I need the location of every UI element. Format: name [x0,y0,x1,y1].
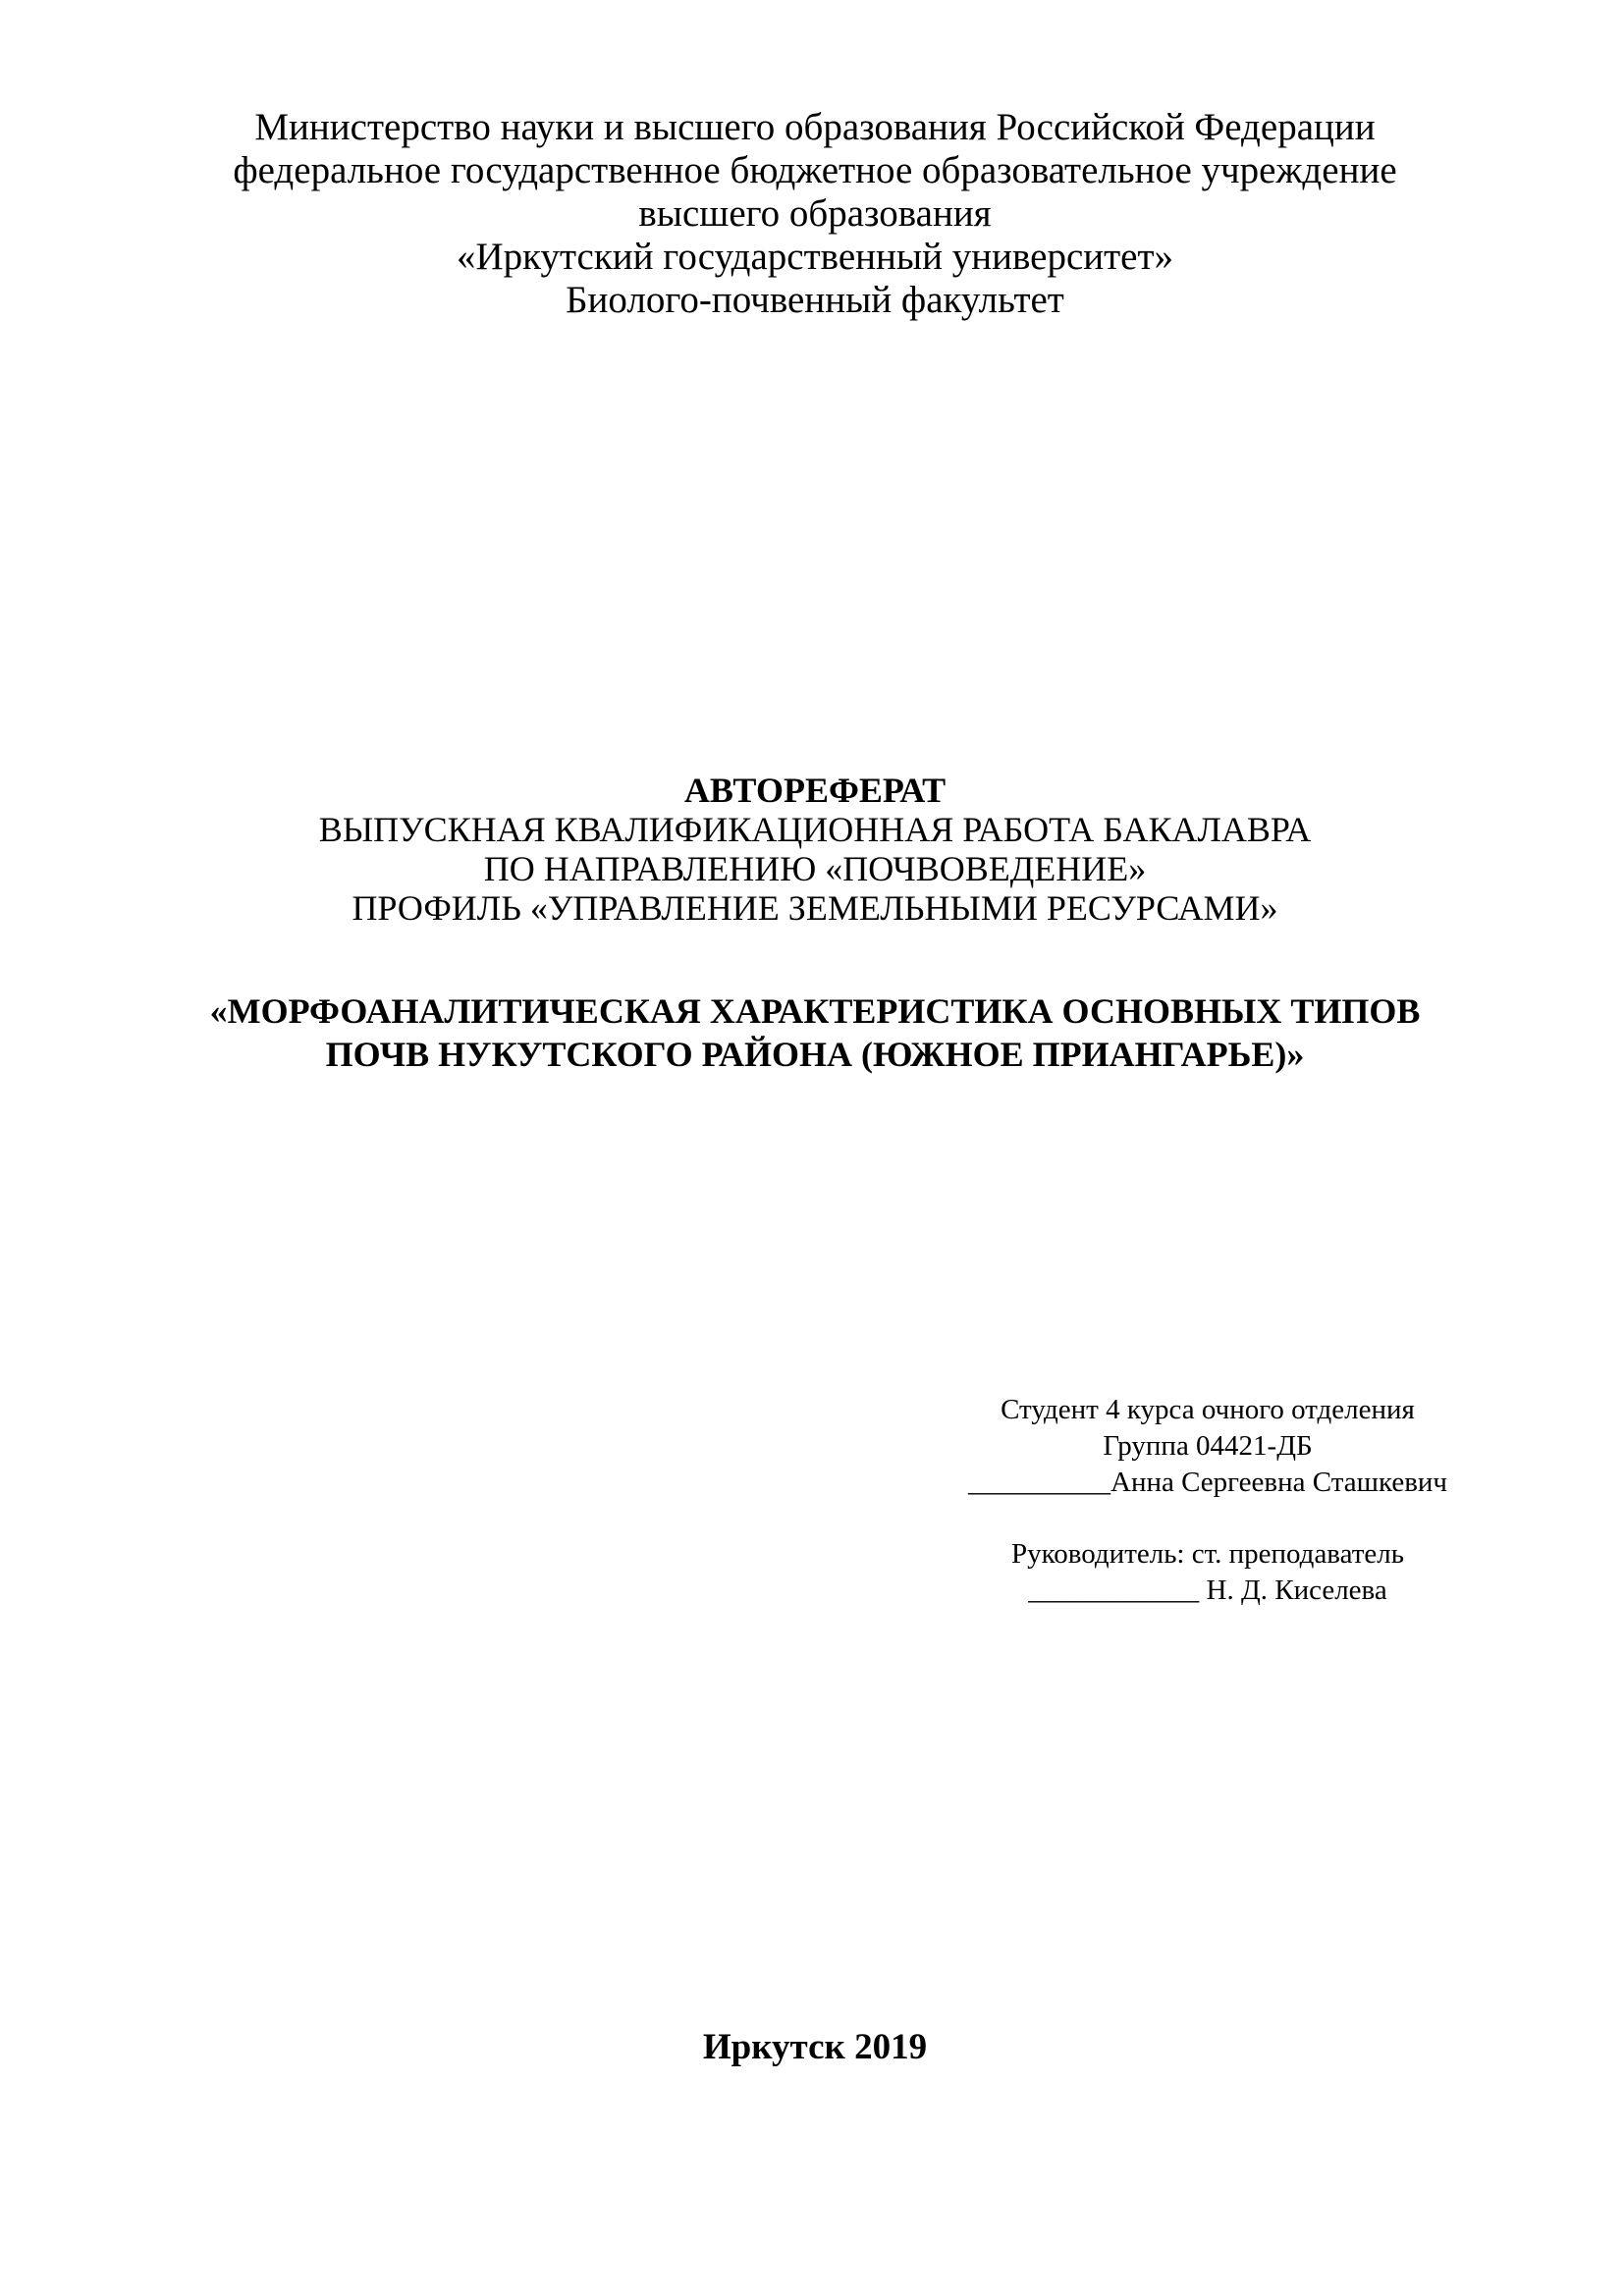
education-level-line: высшего образования [638,192,992,235]
student-group-line: Группа 04421-ДБ [1103,1430,1313,1462]
university-name-line: «Иркутский государственный университет» [456,236,1174,278]
signature-spacer [913,1501,1502,1536]
student-name-line: __________Анна Сергеевна Сташкевич [968,1467,1447,1498]
city-year: Иркутск 2019 [702,2027,928,2067]
thesis-theme [147,989,1483,1076]
faculty-line: Биолого-почвенный факультет [566,279,1064,321]
supervisor-name-line: ____________ Н. Д. Киселева [1028,1575,1387,1606]
institution-header [196,106,1434,322]
profile-line: ПРОФИЛЬ «УПРАВЛЕНИЕ ЗЕМЕЛЬНЫМИ РЕСУРСАМИ» [352,888,1278,928]
student-course-line: Студент 4 курса очного отделения [1001,1394,1415,1425]
supervisor-title-line: Руководитель: ст. преподаватель [1011,1538,1404,1570]
theme-line-2: ПОЧВ НУКУТСКОГО РАЙОНА (ЮЖНОЕ ПРИАНГАРЬЕ)» [325,1035,1305,1074]
document-title: АВТОРЕФЕРАТ [683,771,947,810]
ministry-line: Министерство науки и высшего образования Российской Федерации [254,106,1376,148]
signature-block [913,1392,1502,1609]
theme-line-1: «МОРФОАНАЛИТИЧЕСКАЯ ХАРАКТЕРИСТИКА ОСНОВНЫХ ТИПОВ [209,991,1421,1031]
direction-line: ПО НАПРАВЛЕНИЮ «ПОЧВОВЕДЕНИЕ» [483,849,1147,888]
work-type-line: ВЫПУСКНАЯ КВАЛИФИКАЦИОННАЯ РАБОТА БАКАЛАВРА [318,810,1312,849]
institution-type-line: федеральное государственное бюджетное образовательное учреждение [233,149,1397,191]
document-type-block [196,771,1434,928]
